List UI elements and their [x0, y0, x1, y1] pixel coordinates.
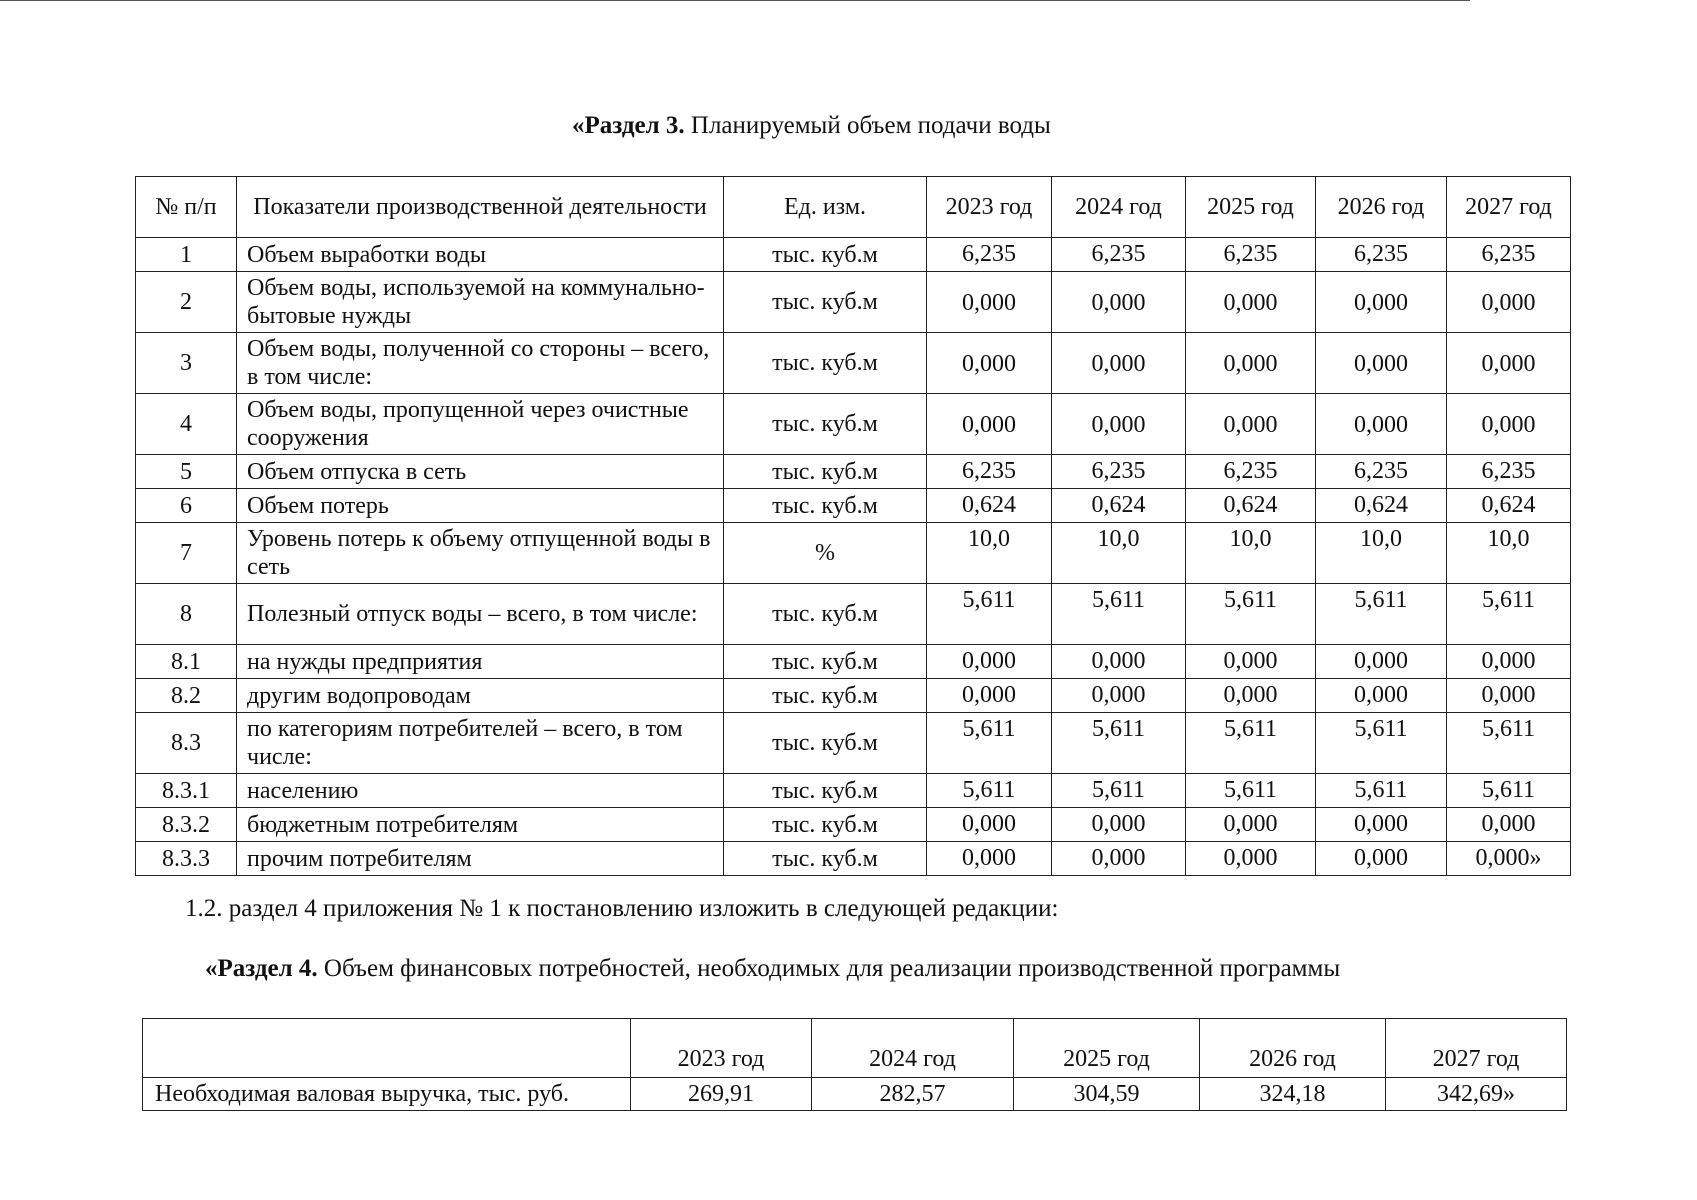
- row-indicator: Объем воды, пропущенной через очистные сооружения: [237, 394, 724, 455]
- row-number: 8.3: [136, 713, 237, 774]
- section-4-title-bold: «Раздел 4.: [205, 955, 318, 982]
- section-3-title-bold: «Раздел 3.: [572, 112, 685, 139]
- value-2023: 6,235: [927, 238, 1052, 272]
- header-unit: Ед. изм.: [724, 177, 927, 238]
- value-2027: 342,69»: [1386, 1078, 1567, 1111]
- table-row: [136, 679, 1571, 713]
- row-indicator: Объем отпуска в сеть: [237, 455, 724, 489]
- value-2027: 5,611: [1447, 774, 1571, 808]
- value-2024: 0,000: [1052, 272, 1186, 333]
- header-2025: 2025 год: [1186, 177, 1316, 238]
- row-number: 8.3.1: [136, 774, 237, 808]
- section-4-title-text: Объем финансовых потребностей, необходимых для реализации производственной программы: [317, 955, 1341, 982]
- value-2027: 0,000: [1447, 394, 1571, 455]
- value-2024: 5,611: [1052, 774, 1186, 808]
- value-2026: 0,000: [1316, 679, 1447, 713]
- value-2027: 0,000: [1447, 679, 1571, 713]
- header-2024: 2024 год: [1052, 177, 1186, 238]
- table-row: [136, 645, 1571, 679]
- value-2024: 10,0: [1052, 523, 1186, 584]
- table-row: [136, 333, 1571, 394]
- row-unit: тыс. куб.м: [724, 489, 927, 523]
- value-2027: 0,000: [1447, 333, 1571, 394]
- table-row: [136, 842, 1571, 876]
- row-number: 8.2: [136, 679, 237, 713]
- row-unit: тыс. куб.м: [724, 333, 927, 394]
- value-2024: 0,000: [1052, 333, 1186, 394]
- value-2027: 10,0: [1447, 523, 1571, 584]
- value-2027: 0,624: [1447, 489, 1571, 523]
- row-indicator: прочим потребителям: [237, 842, 724, 876]
- table-row: [136, 394, 1571, 455]
- financial-needs-table: [142, 1018, 1567, 1111]
- section-3-title-text: Планируемый объем подачи воды: [684, 112, 1051, 139]
- table-row: [136, 584, 1571, 645]
- value-2024: 5,611: [1052, 713, 1186, 774]
- value-2027: 0,000: [1447, 272, 1571, 333]
- row-unit: тыс. куб.м: [724, 774, 927, 808]
- value-2023: 0,000: [927, 679, 1052, 713]
- table-header-row: [136, 177, 1571, 238]
- value-2023: 0,000: [927, 645, 1052, 679]
- value-2026: 10,0: [1316, 523, 1447, 584]
- value-2024: 0,000: [1052, 645, 1186, 679]
- value-2023: 0,000: [927, 272, 1052, 333]
- value-2023: 5,611: [927, 774, 1052, 808]
- row-number: 7: [136, 523, 237, 584]
- value-2026: 5,611: [1316, 713, 1447, 774]
- value-2027: 6,235: [1447, 238, 1571, 272]
- value-2025: 0,000: [1186, 808, 1316, 842]
- table-row: [136, 774, 1571, 808]
- row-unit: тыс. куб.м: [724, 808, 927, 842]
- header-2025: 2025 год: [1014, 1019, 1200, 1078]
- value-2024: 282,57: [812, 1078, 1014, 1111]
- row-number: 6: [136, 489, 237, 523]
- value-2026: 0,000: [1316, 842, 1447, 876]
- row-unit: тыс. куб.м: [724, 679, 927, 713]
- row-indicator: Объем воды, полученной со стороны – всего, в том числе:: [237, 333, 724, 394]
- row-unit: тыс. куб.м: [724, 272, 927, 333]
- value-2025: 5,611: [1186, 713, 1316, 774]
- value-2026: 5,611: [1316, 774, 1447, 808]
- header-2027: 2027 год: [1447, 177, 1571, 238]
- value-2027: 5,611: [1447, 584, 1571, 645]
- value-2027: 5,611: [1447, 713, 1571, 774]
- row-number: 2: [136, 272, 237, 333]
- row-indicator: бюджетным потребителям: [237, 808, 724, 842]
- row-unit: тыс. куб.м: [724, 238, 927, 272]
- table-row: [143, 1078, 1567, 1111]
- header-2024: 2024 год: [812, 1019, 1014, 1078]
- page-top-rule: [0, 0, 1470, 1]
- value-2026: 6,235: [1316, 238, 1447, 272]
- row-indicator: на нужды предприятия: [237, 645, 724, 679]
- value-2024: 0,000: [1052, 394, 1186, 455]
- table-row: [136, 808, 1571, 842]
- value-2023: 0,000: [927, 394, 1052, 455]
- row-indicator: Объем выработки воды: [237, 238, 724, 272]
- row-unit: тыс. куб.м: [724, 645, 927, 679]
- value-2025: 0,000: [1186, 333, 1316, 394]
- header-2023: 2023 год: [631, 1019, 812, 1078]
- value-2025: 0,624: [1186, 489, 1316, 523]
- value-2025: 304,59: [1014, 1078, 1200, 1111]
- header-indicator: Показатели производственной деятельности: [237, 177, 724, 238]
- row-unit: тыс. куб.м: [724, 713, 927, 774]
- row-number: 8: [136, 584, 237, 645]
- value-2024: 5,611: [1052, 584, 1186, 645]
- row-indicator: по категориям потребителей – всего, в том числе:: [237, 713, 724, 774]
- value-2025: 0,000: [1186, 394, 1316, 455]
- value-2025: 0,000: [1186, 272, 1316, 333]
- row-unit: тыс. куб.м: [724, 842, 927, 876]
- value-2024: 0,000: [1052, 808, 1186, 842]
- value-2025: 0,000: [1186, 645, 1316, 679]
- header-empty: [143, 1019, 631, 1078]
- value-2025: 5,611: [1186, 584, 1316, 645]
- header-2026: 2026 год: [1316, 177, 1447, 238]
- value-2023: 5,611: [927, 713, 1052, 774]
- row-unit: тыс. куб.м: [724, 394, 927, 455]
- row-number: 3: [136, 333, 237, 394]
- value-2023: 0,000: [927, 808, 1052, 842]
- row-number: 1: [136, 238, 237, 272]
- table-row: [136, 455, 1571, 489]
- value-2024: 6,235: [1052, 238, 1186, 272]
- value-2026: 0,000: [1316, 394, 1447, 455]
- row-indicator: Объем потерь: [237, 489, 724, 523]
- section-4-title: [205, 955, 1340, 983]
- value-2026: 0,000: [1316, 808, 1447, 842]
- value-2023: 0,000: [927, 842, 1052, 876]
- paragraph-1-2: 1.2. раздел 4 приложения № 1 к постановлению изложить в следующей редакции:: [185, 895, 1059, 922]
- value-2023: 269,91: [631, 1078, 812, 1111]
- water-supply-table: [135, 176, 1571, 876]
- value-2023: 6,235: [927, 455, 1052, 489]
- table-row: [136, 523, 1571, 584]
- value-2024: 0,000: [1052, 842, 1186, 876]
- value-2023: 5,611: [927, 584, 1052, 645]
- value-2026: 6,235: [1316, 455, 1447, 489]
- value-2027: 6,235: [1447, 455, 1571, 489]
- row-indicator: Полезный отпуск воды – всего, в том числе:: [237, 584, 724, 645]
- row-indicator: Объем воды, используемой на коммунально-бытовые нужды: [237, 272, 724, 333]
- row-unit: тыс. куб.м: [724, 584, 927, 645]
- row-number: 5: [136, 455, 237, 489]
- header-2023: 2023 год: [927, 177, 1052, 238]
- row-number: 8.3.2: [136, 808, 237, 842]
- value-2025: 10,0: [1186, 523, 1316, 584]
- value-2026: 0,000: [1316, 272, 1447, 333]
- header-2027: 2027 год: [1386, 1019, 1567, 1078]
- value-2023: 10,0: [927, 523, 1052, 584]
- row-indicator: населению: [237, 774, 724, 808]
- table-row: [136, 713, 1571, 774]
- value-2026: 0,000: [1316, 645, 1447, 679]
- value-2024: 0,624: [1052, 489, 1186, 523]
- row-unit: тыс. куб.м: [724, 455, 927, 489]
- header-number: № п/п: [136, 177, 237, 238]
- row-number: 8.1: [136, 645, 237, 679]
- table-header-row: [143, 1019, 1567, 1078]
- header-2026: 2026 год: [1200, 1019, 1386, 1078]
- value-2025: 6,235: [1186, 455, 1316, 489]
- row-label: Необходимая валовая выручка, тыс. руб.: [143, 1078, 631, 1111]
- row-number: 4: [136, 394, 237, 455]
- value-2026: 5,611: [1316, 584, 1447, 645]
- table-row: [136, 272, 1571, 333]
- value-2027: 0,000»: [1447, 842, 1571, 876]
- table-row: [136, 489, 1571, 523]
- value-2025: 0,000: [1186, 842, 1316, 876]
- value-2025: 0,000: [1186, 679, 1316, 713]
- value-2026: 0,624: [1316, 489, 1447, 523]
- row-unit: %: [724, 523, 927, 584]
- value-2026: 0,000: [1316, 333, 1447, 394]
- row-indicator: Уровень потерь к объему отпущенной воды в сеть: [237, 523, 724, 584]
- value-2024: 6,235: [1052, 455, 1186, 489]
- value-2027: 0,000: [1447, 808, 1571, 842]
- value-2024: 0,000: [1052, 679, 1186, 713]
- section-3-title: [572, 112, 1051, 140]
- value-2023: 0,000: [927, 333, 1052, 394]
- value-2027: 0,000: [1447, 645, 1571, 679]
- row-indicator: другим водопроводам: [237, 679, 724, 713]
- table-row: [136, 238, 1571, 272]
- value-2025: 5,611: [1186, 774, 1316, 808]
- value-2025: 6,235: [1186, 238, 1316, 272]
- value-2026: 324,18: [1200, 1078, 1386, 1111]
- value-2023: 0,624: [927, 489, 1052, 523]
- row-number: 8.3.3: [136, 842, 237, 876]
